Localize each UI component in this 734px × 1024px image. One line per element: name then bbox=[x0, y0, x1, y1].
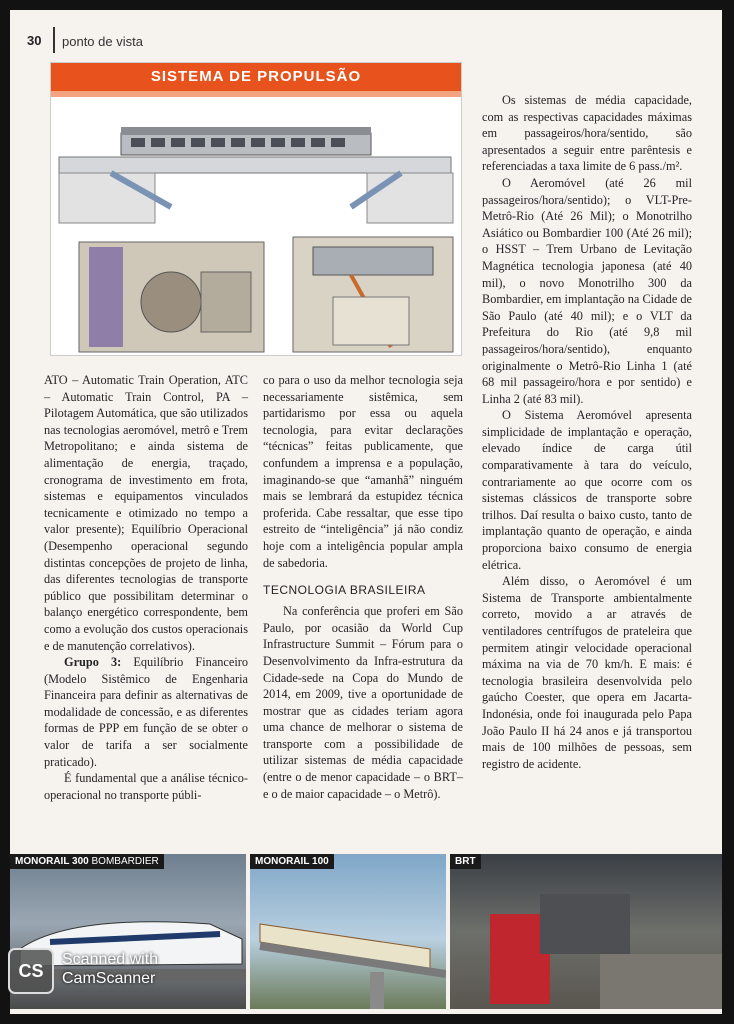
col3-paragraph-2: O Aeromóvel (até 26 mil passageiros/hora/sentido); o VLT-Pre-Metrô-Rio (Até 26 Mil); o Monotrilho Asiático ou Bombardier 100 (Até 26 mil); o HSST – Trem Urbano de Levitação Magnética tecnologia japonesa (até 40 mil), o novo Monotrilho 300 da Bombardier, em implantação na Cidade de São Paulo (até 40 mil); e o VLT da Prefeitura do Rio (até 9,8 mil passageiros/hora/sentido), enquanto originalmente o Metrô-Rio Linha 1 (até 68 mil passageiro/hora e por sentido) e Linha 2 (até 83 mil). bbox=[482, 175, 692, 406]
brt-station bbox=[540, 894, 630, 954]
watermark-text bbox=[62, 950, 158, 988]
fan-housing bbox=[201, 272, 251, 332]
photo-monorail-100 bbox=[250, 854, 446, 1009]
left-station bbox=[59, 173, 155, 223]
guideway bbox=[59, 157, 451, 173]
col1-paragraph-3: É fundamental que a análise técnico-operacional no transporte públi- bbox=[44, 771, 248, 802]
figure-title: SISTEMA DE PROPULSÃO bbox=[51, 63, 461, 91]
col3-paragraph-3: O Sistema Aeromóvel apresenta simplicidade de implantação e operação, elevado índice de carga útil comparativamente à tara do veículo, contrariamente ao que ocorre com os sistemas clássicos de transporte sobre trilhos. Daí resulta o baixo custo, tanto de implantação quanto de operação, e ainda proporciona baixo consumo de energia elétrica. bbox=[482, 408, 692, 572]
propulsion-figure bbox=[50, 62, 462, 356]
photo-brt bbox=[450, 854, 722, 1009]
train-windows bbox=[131, 138, 345, 147]
photo-label-monorail-100: MONORAIL 100 bbox=[250, 854, 334, 869]
header-divider bbox=[53, 27, 55, 53]
subheading-tecnologia-brasileira: TECNOLOGIA BRASILEIRA bbox=[263, 583, 426, 598]
photo-label-brt: BRT bbox=[450, 854, 481, 869]
col2-paragraph-1: co para o uso da melhor tecnologia seja necessariamente sistêmica, sem partidarismo por essa ou aquela tecnologia, para evitar declarações “técnicas” feitas publicamente, que confundem a imprensa e a população, imaginando-se que “amanhã” ninguém mais se lembrará da estupidez técnica proferida. Cabe ressaltar, que esse tipo estreito de “inteligência” já não condiz hoje com a inteligência popular ampla de sabedoria. bbox=[263, 373, 463, 570]
group-3-label: Grupo 3: bbox=[64, 655, 122, 670]
air-duct bbox=[333, 297, 409, 345]
watermark-line-2: CamScanner bbox=[62, 970, 156, 987]
col1-paragraph-2 bbox=[44, 654, 248, 770]
magazine-page bbox=[10, 10, 722, 1014]
column-2 bbox=[263, 372, 463, 802]
section-title: ponto de vista bbox=[62, 34, 143, 49]
photo-label-monorail-300: MONORAIL 300 BOMBARDIER bbox=[10, 854, 164, 869]
col2-paragraph-2: Na conferência que proferi em São Paulo, por ocasião da World Cup Infrastructure Summit – Fórum para o Desenvolvimento da Infra-estrutura da Cidade-sede na Copa do Mundo de 2014, em 2009, tive a oportunidade de mostrar que as cidades teriam agora uma chance de melhorar o sistema de transporte com a possibilidade de utilizar sistemas de média capacidade (entre o de menor capacidade – o BRT– e o de maior capacidade – o Metrô). bbox=[263, 604, 463, 801]
group-3-text: Equilíbrio Financeiro (Modelo Sistêmico de Engenharia Financeira para definir as alternativas de modalidade de concessão, e as diferentes formas de PPP em função de se obter o valor de tarifa a ser socialmente praticado). bbox=[44, 655, 248, 769]
centrifugal-fan bbox=[141, 272, 201, 332]
column-3 bbox=[482, 92, 692, 772]
support-pillar bbox=[370, 972, 384, 1009]
vehicle-bogie bbox=[313, 247, 433, 275]
right-station bbox=[367, 173, 453, 223]
train-roof bbox=[121, 127, 371, 135]
camscanner-logo: CS bbox=[8, 948, 54, 994]
crowd-area bbox=[600, 954, 722, 1009]
watermark-line-1: Scanned with bbox=[62, 951, 159, 968]
camscanner-watermark bbox=[8, 946, 228, 996]
col1-paragraph-1: ATO – Automatic Train Operation, ATC – Automatic Train Control, PA – Pilotagem Automática, que são utilizados nas tecnologias aeromóvel, metrô e Trem Metropolitano; e ainda sistema de alimentação de energia, traçado, cronograma de investimento em frota, sistemas e equipamentos vinculados tecnicamente e otimizado no tempo a valor presente); Equilíbrio Operacional (Desempenho operacional segundo distintas concepções de projeto de linha, das diferentes tecnologias de transporte público que possibilitam determinar o balanço energético correspondente, bem como a evolução dos custos operacionais e de manutenção correlativos). bbox=[44, 373, 248, 653]
brt-illustration bbox=[450, 854, 722, 1009]
column-1 bbox=[44, 372, 248, 803]
col3-paragraph-1: Os sistemas de média capacidade, com as respectivas capacidades máximas em passageiros/hora/sentido, são apresentados a seguir entre parêntesis e referenciadas a taxa limite de 6 pass./m². bbox=[482, 93, 692, 174]
propulsion-diagram bbox=[51, 97, 461, 355]
fan-wall bbox=[89, 247, 123, 347]
monorail-100-illustration bbox=[250, 854, 446, 1009]
page-number: 30 bbox=[27, 33, 42, 48]
bombardier-brand: BOMBARDIER bbox=[91, 856, 159, 867]
col3-paragraph-4: Além disso, o Aeromóvel é um Sistema de Transporte ambientalmente correto, movido a ar através de ventiladores centrífugos de prateleira que permitem atingir velocidade operacional máxima na via de 70 km/h. E mais: é tecnologia brasileira desenvolvida pelo gaúcho Coester, que opera em Jacarta-Indonésia, onde foi inaugurada pelo Papa João Paulo II há 24 anos e já transportou mais de 100 milhões de pessoas, sem registro de acidente. bbox=[482, 574, 692, 771]
